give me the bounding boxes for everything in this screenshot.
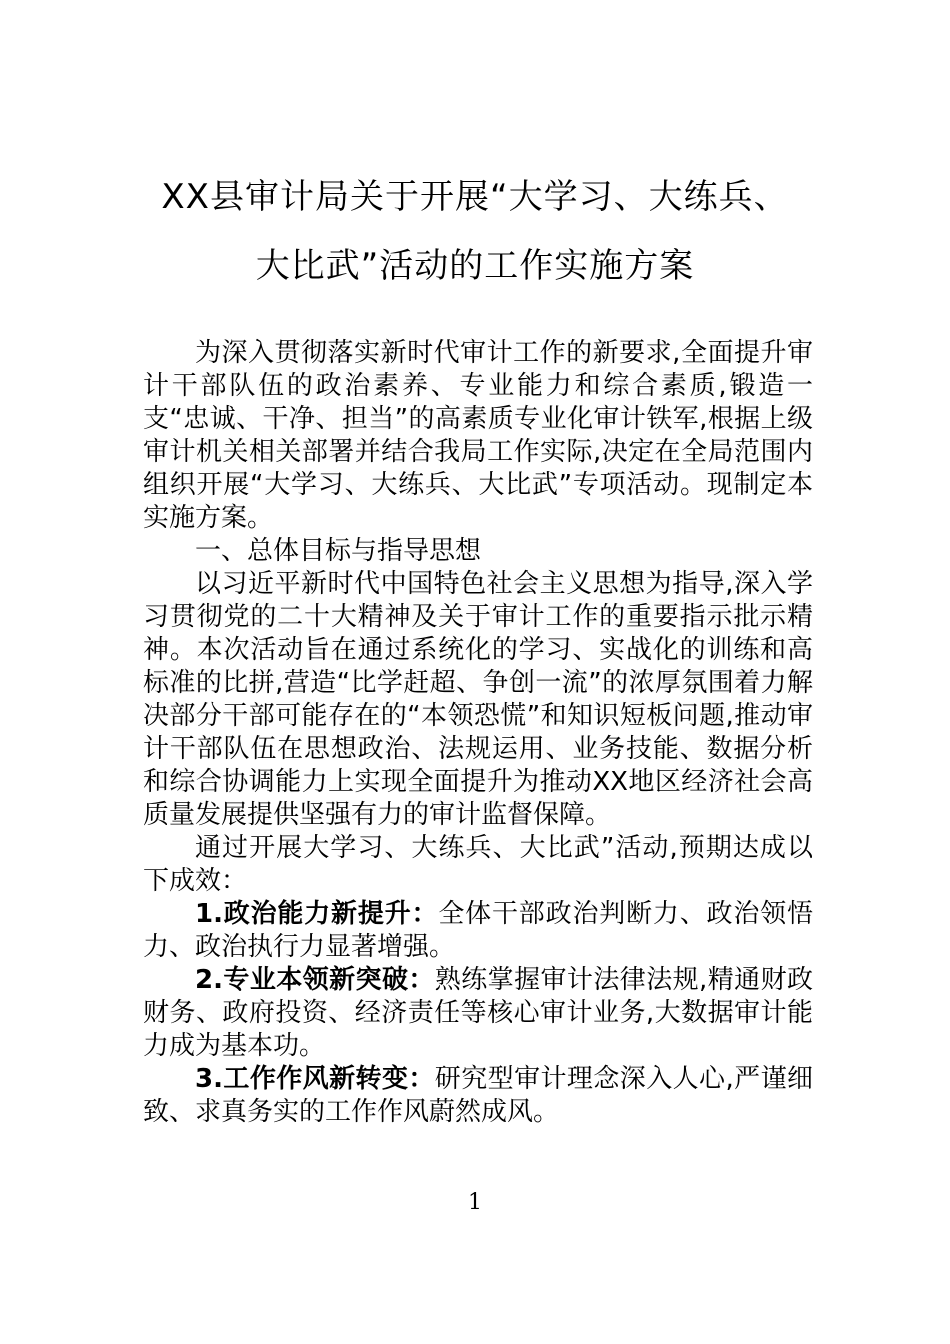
list-item-label: 2.专业本领新突破： — [195, 965, 435, 995]
document-title-line-2: 大比武”活动的工作实施方案 — [255, 246, 695, 286]
list-item-text: 研究型审计理念深入人心,严谨细致、求真务实的工作作风蔚然成风。 — [143, 1064, 814, 1127]
list-item-text: 全体干部政治判断力、政治领悟力、政治执行力显著增强。 — [143, 899, 813, 962]
intro-paragraph: 为深入贯彻落实新时代审计工作的新要求,全面提升审计干部队伍的政治素养、专业能力和综合素质,锻造一支“忠诚、干净、担当”的高素质专业化审计铁军,根据上级审计机关相关部署并结合我局工作实际,决定在全局范围内组织开展“大学习、大练兵、大比武”专项活动。现制定本实施方案。 — [143, 338, 813, 533]
document-title-line-1: XX县审计局关于开展“大学习、大练兵、 — [161, 177, 789, 217]
list-item — [143, 898, 813, 964]
list-item — [143, 1063, 813, 1129]
list-item — [143, 964, 813, 1063]
page-number: 1 — [468, 1190, 482, 1215]
document-body — [143, 337, 813, 1129]
section-heading-1: 一、总体目标与指导思想 — [195, 536, 482, 566]
expected-paragraph: 通过开展大学习、大练兵、大比武”活动,预期达成以下成效： — [143, 833, 813, 896]
list-item-label: 3.工作作风新转变： — [195, 1064, 435, 1094]
guiding-paragraph: 以习近平新时代中国特色社会主义思想为指导,深入学习贯彻党的二十大精神及关于审计工作的重要指示批示精神。本次活动旨在通过系统化的学习、实战化的训练和高标准的比拼,营造“比学赶超、争创一流”的浓厚氛围着力解决部分干部可能存在的“本领恐慌”和知识短板问题,推动审计干部队伍在思想政治、法规运用、业务技能、数据分析和综合协调能力上实现全面提升为推动XX地区经济社会高质量发展提供坚强有力的审计监督保障。 — [143, 569, 813, 830]
list-item-label: 1.政治能力新提升： — [195, 899, 439, 929]
list-item-text: 熟练掌握审计法律法规,精通财政财务、政府投资、经济责任等核心审计业务,大数据审计能力成为基本功。 — [143, 965, 814, 1061]
